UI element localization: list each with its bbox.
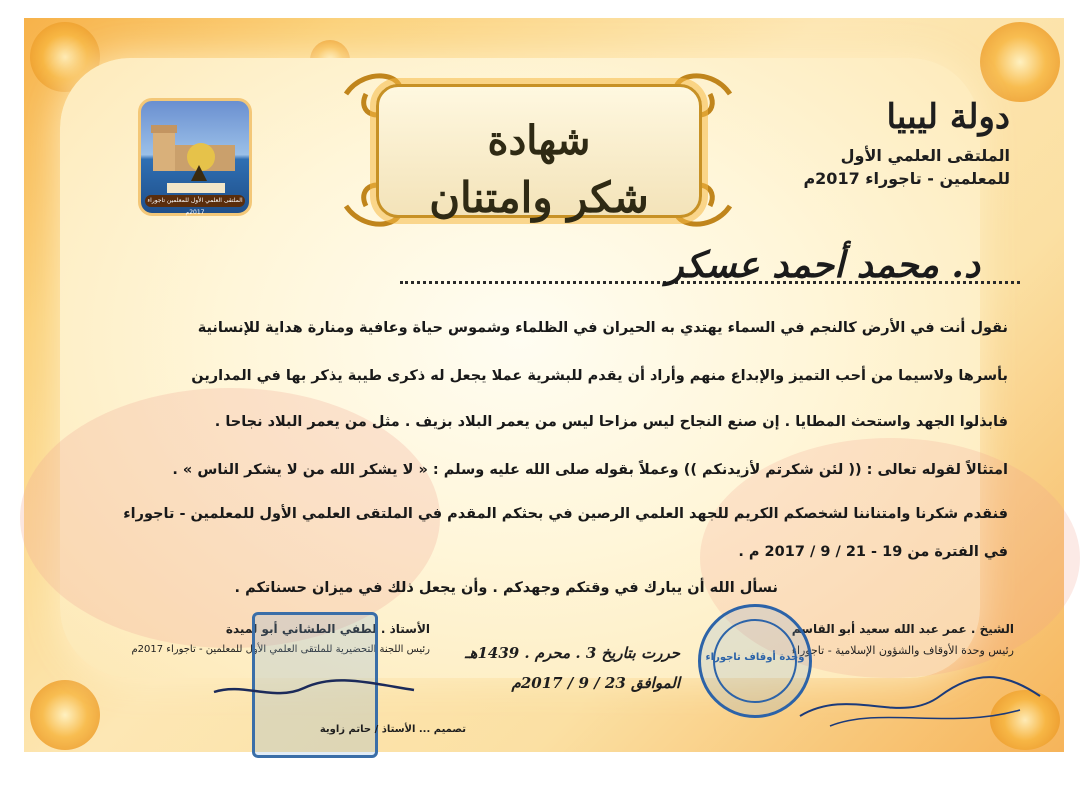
issue-date <box>460 644 680 692</box>
signatory-name: الشيخ . عمر عبد الله سعيد أبو القاسم <box>791 622 1014 636</box>
gregorian-date: الموافق 23 / 9 / 2017م <box>511 674 680 692</box>
recipient-row <box>400 244 1020 290</box>
signatory-title: رئيس اللجنة التحضيرية للملتقى العلمي الأول للمعلمين - تاجوراء 2017م <box>131 644 430 655</box>
logo-caption: الملتقى العلمي الأول للمعلمين تاجوراء 2017م <box>145 195 245 207</box>
flower-ornament <box>980 22 1060 102</box>
issuer-header <box>770 96 1010 190</box>
flower-ornament <box>30 680 100 750</box>
event-location: للمعلمين - تاجوراء 2017م <box>803 169 1010 188</box>
title-banner <box>336 64 740 236</box>
body-line: بأسرها ولاسيما من أحب التميز والإبداع منهم وأراد أن يقدم للبشرية عملا يجعل له ذكرى طيبة يذكر بها في المدارين <box>191 368 1008 384</box>
stamp-text: وحدة أوقاف تاجوراء <box>705 652 805 664</box>
signatory-name: الأستاذ . لطفي الطشاني أبو لميدة <box>225 622 430 636</box>
body-line: فنقدم شكرنا وامتناننا لشخصكم الكريم للجهد العلمي الرصين في بحثكم المقدم في الملتقى العلمي الأول للمعلمين - تاجوراء <box>123 506 1008 522</box>
body-line: فابذلوا الجهد واستحث المطايا . إن صنع النجاح ليس مزاحا ليس من يعمر البلاد بزيف . مثل من يعمر البلاد نجاحا . <box>214 414 1008 430</box>
design-credit: تصميم ... الأستاذ / حاتم زاوية <box>319 724 466 735</box>
event-name: الملتقى العلمي الأول <box>840 146 1010 165</box>
country-name: دولة ليبيا <box>886 97 1010 137</box>
official-stamp <box>698 604 812 718</box>
body-line: نقول أنت في الأرض كالنجم في السماء يهتدي به الحيران في الظلماء وشموس حياة وعافية ومنارة هداية للإنسانية <box>197 320 1008 336</box>
event-logo <box>138 98 252 216</box>
body-line: في الفترة من 19 - 21 / 9 / 2017 م . <box>738 544 1008 560</box>
certificate-subtitle: شكر وامتنان <box>429 173 649 222</box>
recipient-name: د. محمد أحمد عسكر <box>666 244 980 286</box>
right-handwritten-signature <box>790 666 1050 736</box>
certificate-title: شهادة <box>487 117 591 164</box>
body-line: امتثالاً لقوله تعالى : (( لئن شكرتم لأزيدنكم )) وعملاً بقوله صلى الله عليه وسلم : « لا يشكر الله من لا يشكر الناس » . <box>172 462 1008 478</box>
body-line: نسأل الله أن يبارك في وقتكم وجهدكم . وأن يجعل ذلك في ميزان حسناتكم . <box>234 580 778 596</box>
signatory-title: رئيس وحدة الأوقاف والشؤون الإسلامية - تاجوراء <box>791 644 1014 657</box>
left-handwritten-signature <box>204 672 424 712</box>
hijri-date: حررت بتاريخ 3 . محرم . 1439هـ <box>465 644 680 662</box>
title-plate <box>376 84 702 222</box>
right-signature-block <box>792 622 1014 657</box>
